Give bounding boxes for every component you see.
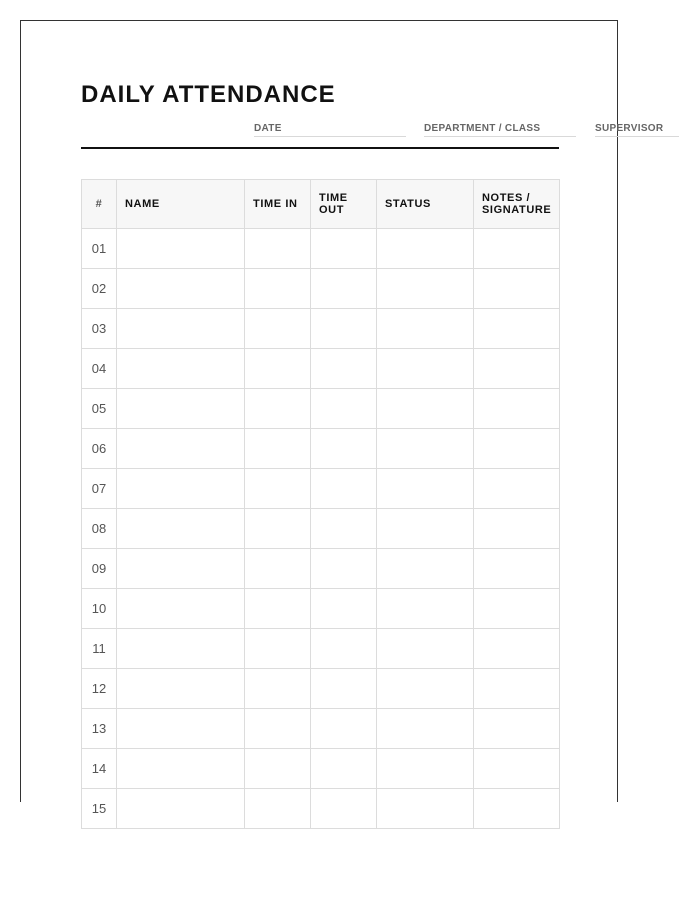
time-in-cell[interactable] bbox=[245, 229, 311, 269]
notes-signature-cell[interactable] bbox=[474, 669, 560, 709]
name-cell[interactable] bbox=[117, 429, 245, 469]
table-row bbox=[82, 469, 560, 509]
table-row bbox=[82, 549, 560, 589]
time-in-cell[interactable] bbox=[245, 269, 311, 309]
time-in-cell[interactable] bbox=[245, 549, 311, 589]
status-cell[interactable] bbox=[377, 429, 474, 469]
table-row bbox=[82, 749, 560, 789]
status-cell[interactable] bbox=[377, 669, 474, 709]
time-out-cell[interactable] bbox=[311, 389, 377, 429]
name-cell[interactable] bbox=[117, 709, 245, 749]
table-row bbox=[82, 269, 560, 309]
time-in-cell[interactable] bbox=[245, 469, 311, 509]
status-cell[interactable] bbox=[377, 509, 474, 549]
time-out-cell[interactable] bbox=[311, 349, 377, 389]
attendance-table-body bbox=[82, 229, 560, 829]
time-in-cell[interactable] bbox=[245, 429, 311, 469]
supervisor-field[interactable]: SUPERVISOR bbox=[595, 122, 679, 137]
page-title: DAILY ATTENDANCE bbox=[81, 81, 336, 108]
department-class-field[interactable]: DEPARTMENT / CLASS bbox=[424, 122, 576, 137]
row-number: 11 bbox=[82, 629, 117, 669]
notes-signature-cell[interactable] bbox=[474, 549, 560, 589]
notes-signature-cell[interactable] bbox=[474, 389, 560, 429]
table-row bbox=[82, 669, 560, 709]
table-row bbox=[82, 429, 560, 469]
notes-signature-cell[interactable] bbox=[474, 309, 560, 349]
time-out-cell[interactable] bbox=[311, 549, 377, 589]
time-out-cell[interactable] bbox=[311, 269, 377, 309]
time-in-cell[interactable] bbox=[245, 709, 311, 749]
time-out-cell[interactable] bbox=[311, 749, 377, 789]
status-cell[interactable] bbox=[377, 549, 474, 589]
row-number: 07 bbox=[82, 469, 117, 509]
row-number: 09 bbox=[82, 549, 117, 589]
status-cell[interactable] bbox=[377, 349, 474, 389]
notes-signature-cell[interactable] bbox=[474, 589, 560, 629]
column-header-notes-signature: NOTES / SIGNATURE bbox=[474, 180, 560, 229]
table-header-row bbox=[82, 180, 560, 229]
row-number: 15 bbox=[82, 789, 117, 829]
notes-signature-cell[interactable] bbox=[474, 509, 560, 549]
notes-signature-cell[interactable] bbox=[474, 749, 560, 789]
time-in-cell[interactable] bbox=[245, 389, 311, 429]
row-number: 12 bbox=[82, 669, 117, 709]
column-header-status: STATUS bbox=[377, 180, 474, 229]
column-header-name: NAME bbox=[117, 180, 245, 229]
time-in-cell[interactable] bbox=[245, 509, 311, 549]
row-number: 13 bbox=[82, 709, 117, 749]
notes-signature-cell[interactable] bbox=[474, 629, 560, 669]
time-out-cell[interactable] bbox=[311, 789, 377, 829]
row-number: 01 bbox=[82, 229, 117, 269]
notes-signature-cell[interactable] bbox=[474, 709, 560, 749]
name-cell[interactable] bbox=[117, 389, 245, 429]
time-out-cell[interactable] bbox=[311, 589, 377, 629]
time-in-cell[interactable] bbox=[245, 789, 311, 829]
name-cell[interactable] bbox=[117, 749, 245, 789]
name-cell[interactable] bbox=[117, 269, 245, 309]
header-divider bbox=[81, 147, 559, 149]
row-number: 06 bbox=[82, 429, 117, 469]
column-header-time-out: TIME OUT bbox=[311, 180, 377, 229]
row-number: 14 bbox=[82, 749, 117, 789]
table-row bbox=[82, 629, 560, 669]
status-cell[interactable] bbox=[377, 709, 474, 749]
name-cell[interactable] bbox=[117, 629, 245, 669]
column-header-time-in: TIME IN bbox=[245, 180, 311, 229]
name-cell[interactable] bbox=[117, 309, 245, 349]
time-out-cell[interactable] bbox=[311, 229, 377, 269]
table-row bbox=[82, 709, 560, 749]
status-cell[interactable] bbox=[377, 229, 474, 269]
name-cell[interactable] bbox=[117, 509, 245, 549]
time-in-cell[interactable] bbox=[245, 669, 311, 709]
name-cell[interactable] bbox=[117, 589, 245, 629]
table-row bbox=[82, 509, 560, 549]
status-cell[interactable] bbox=[377, 789, 474, 829]
status-cell[interactable] bbox=[377, 389, 474, 429]
name-cell[interactable] bbox=[117, 789, 245, 829]
name-cell[interactable] bbox=[117, 469, 245, 509]
time-in-cell[interactable] bbox=[245, 749, 311, 789]
attendance-table bbox=[81, 179, 560, 829]
table-row bbox=[82, 229, 560, 269]
time-out-cell[interactable] bbox=[311, 309, 377, 349]
name-cell[interactable] bbox=[117, 549, 245, 589]
row-number: 05 bbox=[82, 389, 117, 429]
status-cell[interactable] bbox=[377, 629, 474, 669]
notes-signature-cell[interactable] bbox=[474, 229, 560, 269]
time-out-cell[interactable] bbox=[311, 429, 377, 469]
notes-signature-cell[interactable] bbox=[474, 269, 560, 309]
time-in-cell[interactable] bbox=[245, 349, 311, 389]
row-number: 02 bbox=[82, 269, 117, 309]
time-out-cell[interactable] bbox=[311, 709, 377, 749]
table-row bbox=[82, 349, 560, 389]
status-cell[interactable] bbox=[377, 589, 474, 629]
column-header-number: # bbox=[82, 180, 117, 229]
row-number: 08 bbox=[82, 509, 117, 549]
name-cell[interactable] bbox=[117, 229, 245, 269]
time-out-cell[interactable] bbox=[311, 629, 377, 669]
row-number: 10 bbox=[82, 589, 117, 629]
date-field[interactable]: DATE bbox=[254, 122, 406, 137]
table-row bbox=[82, 389, 560, 429]
notes-signature-cell[interactable] bbox=[474, 469, 560, 509]
time-out-cell[interactable] bbox=[311, 669, 377, 709]
row-number: 03 bbox=[82, 309, 117, 349]
notes-signature-cell[interactable] bbox=[474, 429, 560, 469]
time-in-cell[interactable] bbox=[245, 589, 311, 629]
name-cell[interactable] bbox=[117, 669, 245, 709]
table-row bbox=[82, 789, 560, 829]
table-row bbox=[82, 589, 560, 629]
status-cell[interactable] bbox=[377, 749, 474, 789]
notes-signature-cell[interactable] bbox=[474, 349, 560, 389]
attendance-sheet bbox=[20, 20, 664, 816]
table-row bbox=[82, 309, 560, 349]
status-cell[interactable] bbox=[377, 269, 474, 309]
status-cell[interactable] bbox=[377, 309, 474, 349]
time-in-cell[interactable] bbox=[245, 309, 311, 349]
time-out-cell[interactable] bbox=[311, 469, 377, 509]
notes-signature-cell[interactable] bbox=[474, 789, 560, 829]
time-out-cell[interactable] bbox=[311, 509, 377, 549]
status-cell[interactable] bbox=[377, 469, 474, 509]
time-in-cell[interactable] bbox=[245, 629, 311, 669]
row-number: 04 bbox=[82, 349, 117, 389]
name-cell[interactable] bbox=[117, 349, 245, 389]
